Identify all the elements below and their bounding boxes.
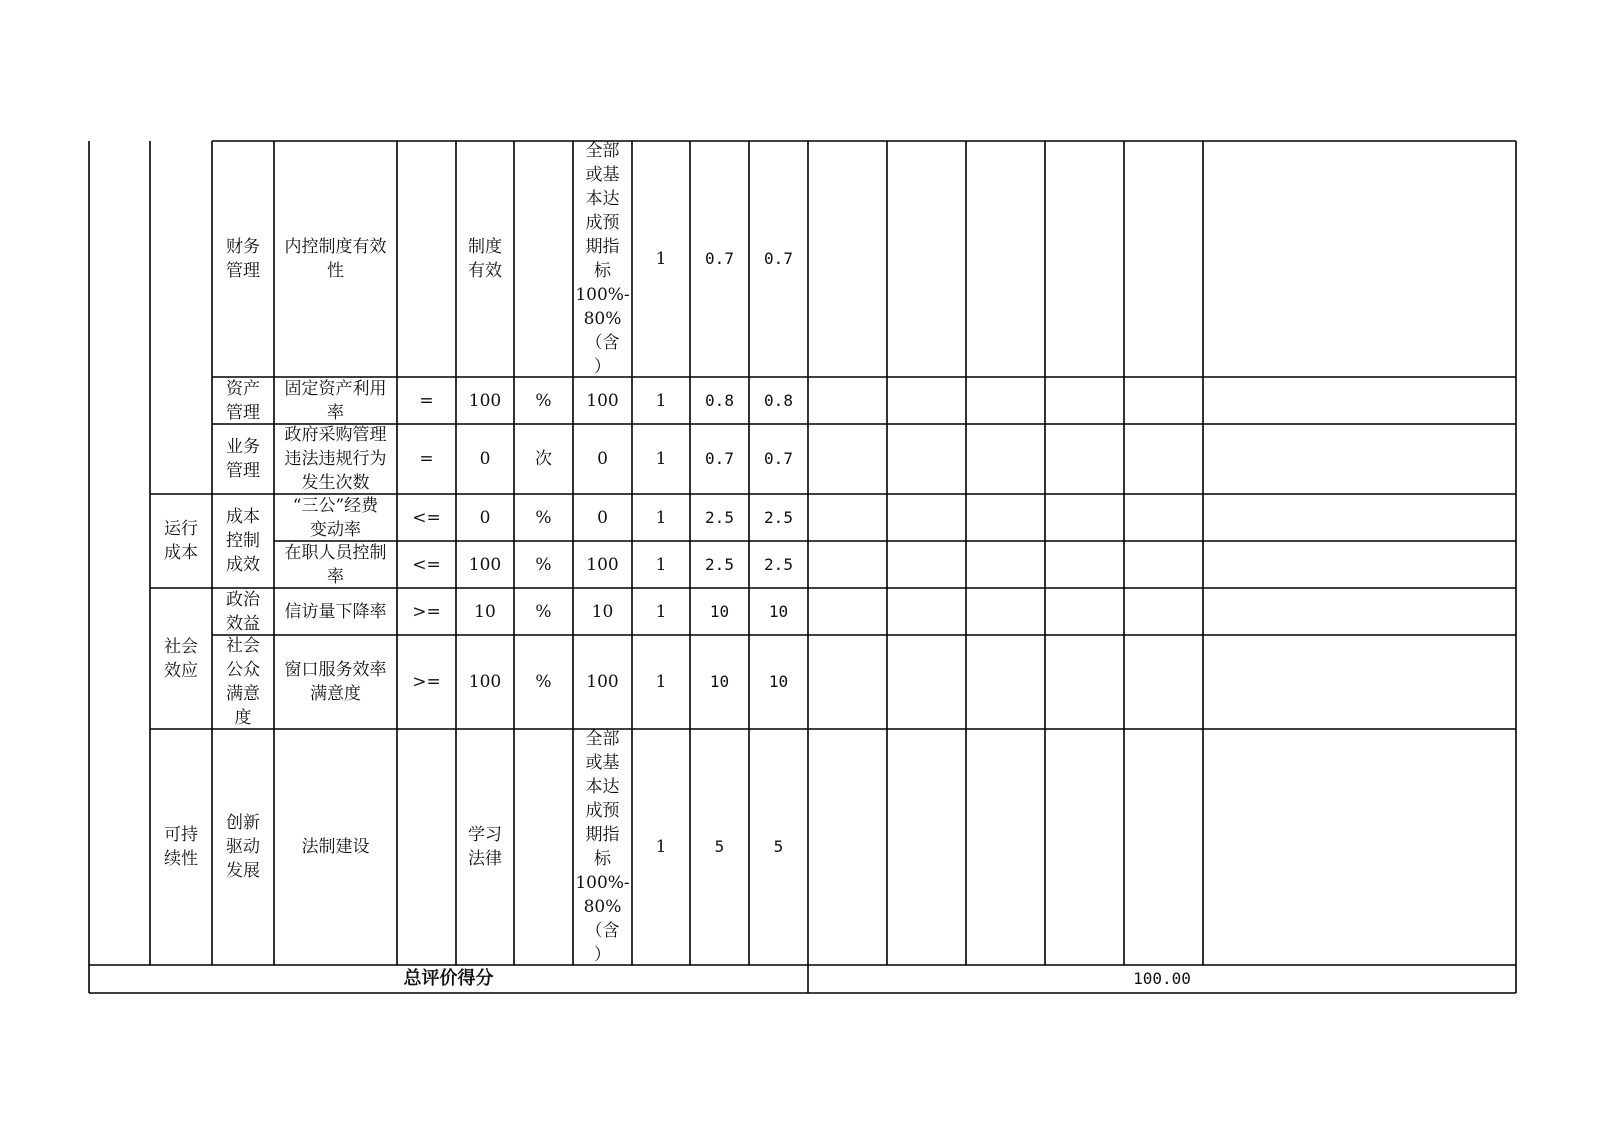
weight-cell-text: 1 [655, 554, 667, 575]
weight-cell-text: 1 [655, 507, 667, 528]
operator-cell [397, 141, 456, 377]
weight-cell [632, 729, 690, 965]
score-cell [690, 588, 749, 635]
secondary-indicator-cell [212, 729, 274, 965]
secondary-indicator-cell-text: 成本 控制 成效 [226, 507, 260, 575]
evaluated-score-cell-text: 10 [768, 601, 789, 621]
weight-cell [632, 635, 690, 729]
primary-indicator-cell [150, 588, 212, 729]
tertiary-indicator-cell-text: 固定资产利用 率 [284, 378, 387, 423]
operator-cell [397, 424, 456, 494]
operator-cell-text: = [419, 449, 434, 469]
target-value-cell-text: 0 [479, 507, 491, 528]
weight-cell [632, 588, 690, 635]
target-value-cell [456, 635, 514, 729]
weight-cell-text: 1 [655, 837, 667, 857]
target-value-cell-text: 制度 有效 [468, 237, 502, 281]
primary-indicator-cell-text: 运行 成本 [164, 519, 198, 563]
target-value-cell [456, 494, 514, 541]
tertiary-indicator-cell-text: 政府采购管理 违法违规行为 发生次数 [284, 425, 387, 493]
score-cell-text: 2.5 [705, 507, 734, 527]
operator-cell [397, 635, 456, 729]
secondary-indicator-cell [212, 141, 274, 377]
weight-cell [632, 377, 690, 424]
score-cell [690, 635, 749, 729]
operator-cell [397, 494, 456, 541]
target-value-cell-text: 100 [468, 554, 502, 575]
weight-cell-text: 1 [655, 390, 667, 411]
actual-value-cell [573, 377, 632, 424]
evaluated-score-cell-text: 0.8 [764, 390, 793, 410]
target-value-cell-text: 100 [468, 672, 502, 692]
evaluated-score-cell [749, 494, 808, 541]
total-score-label-text: 总评价得分 [403, 968, 494, 989]
secondary-indicator-cell [212, 377, 274, 424]
secondary-indicator-cell-text: 资产 管理 [226, 378, 260, 423]
score-cell-text: 10 [709, 601, 730, 621]
tertiary-indicator-cell [274, 729, 397, 965]
target-value-cell [456, 377, 514, 424]
tertiary-indicator-cell [274, 141, 397, 377]
score-cell-text: 10 [709, 672, 730, 691]
operator-cell [397, 588, 456, 635]
evaluated-score-cell-text: 2.5 [764, 507, 793, 527]
weight-cell-text: 1 [655, 601, 667, 622]
operator-cell [397, 729, 456, 965]
target-value-cell [456, 541, 514, 588]
unit-cell [514, 635, 573, 729]
evaluated-score-cell [749, 729, 808, 965]
evaluated-score-cell-text: 5 [773, 837, 784, 856]
tertiary-indicator-cell-text: 窗口服务效率 满意度 [284, 660, 387, 704]
unit-cell [514, 729, 573, 965]
target-value-cell [456, 141, 514, 377]
operator-cell [397, 377, 456, 424]
unit-cell [514, 141, 573, 377]
total-score-label [89, 965, 808, 993]
tertiary-indicator-cell-text: “三公”经费 变动率 [292, 495, 379, 540]
unit-cell-text: 次 [535, 449, 552, 469]
target-value-cell [456, 424, 514, 494]
primary-indicator-cell [150, 729, 212, 965]
operator-cell-text: >= [412, 601, 441, 622]
score-cell-text: 0.8 [705, 390, 734, 410]
actual-value-cell-text: 100 [586, 672, 619, 692]
evaluated-score-cell [749, 588, 808, 635]
score-cell-text: 0.7 [705, 249, 734, 268]
weight-cell-text: 1 [655, 449, 667, 469]
actual-value-cell-text: 10 [591, 601, 614, 622]
operator-cell [397, 541, 456, 588]
unit-cell [514, 588, 573, 635]
evaluated-score-cell-text: 2.5 [764, 554, 793, 574]
tertiary-indicator-cell [274, 494, 397, 541]
score-cell [690, 729, 749, 965]
secondary-indicator-cell-text: 社会 公众 满意 度 [226, 636, 260, 728]
score-cell [690, 494, 749, 541]
score-cell-text: 0.7 [705, 449, 734, 468]
actual-value-cell-text: 全部 或基 本达 成预 期指 标 100%- 80% （含 ） [575, 729, 630, 965]
tertiary-indicator-cell [274, 424, 397, 494]
weight-cell-text: 1 [655, 249, 667, 269]
tertiary-indicator-cell-text: 信访量下降率 [284, 601, 387, 622]
target-value-cell-text: 10 [474, 601, 496, 622]
weight-cell [632, 141, 690, 377]
unit-cell-text: % [535, 390, 552, 411]
tertiary-indicator-cell-text: 在职人员控制 率 [284, 542, 387, 587]
actual-value-cell-text: 100 [586, 554, 619, 575]
score-cell [690, 141, 749, 377]
unit-cell-text: % [535, 554, 552, 575]
unit-cell-text: % [535, 672, 552, 692]
actual-value-cell-text: 0 [597, 449, 608, 469]
secondary-indicator-cell-text: 政治 效益 [226, 589, 260, 634]
primary-indicator-cell-text: 可持 续性 [164, 825, 198, 869]
tertiary-indicator-cell-text: 法制建设 [301, 837, 370, 857]
actual-value-cell [573, 541, 632, 588]
tertiary-indicator-cell [274, 541, 397, 588]
evaluated-score-cell-text: 0.7 [764, 449, 793, 468]
target-value-cell [456, 729, 514, 965]
operator-cell-text: = [419, 390, 434, 411]
actual-value-cell-text: 全部 或基 本达 成预 期指 标 100%- 80% （含 ） [575, 141, 630, 377]
primary-indicator-cell-text: 社会 效应 [164, 636, 198, 681]
actual-value-cell [573, 588, 632, 635]
actual-value-cell-text: 100 [586, 390, 619, 411]
target-value-cell-text: 学习 法律 [468, 825, 502, 869]
score-cell-text: 5 [714, 837, 725, 856]
secondary-indicator-cell-text: 财务 管理 [226, 237, 260, 281]
evaluated-score-cell [749, 377, 808, 424]
actual-value-cell [573, 635, 632, 729]
actual-value-cell [573, 494, 632, 541]
tertiary-indicator-cell [274, 377, 397, 424]
weight-cell [632, 541, 690, 588]
evaluated-score-cell-text: 10 [768, 672, 789, 691]
secondary-indicator-cell [212, 494, 274, 588]
secondary-indicator-cell [212, 588, 274, 635]
actual-value-cell [573, 141, 632, 377]
unit-cell [514, 494, 573, 541]
tertiary-indicator-cell-text: 内控制度有效 性 [284, 237, 387, 281]
primary-indicator-cell [150, 494, 212, 588]
unit-cell [514, 377, 573, 424]
score-cell [690, 377, 749, 424]
tertiary-indicator-cell [274, 635, 397, 729]
unit-cell [514, 541, 573, 588]
weight-cell [632, 424, 690, 494]
target-value-cell-text: 0 [479, 449, 491, 469]
weight-cell [632, 494, 690, 541]
evaluated-score-cell [749, 635, 808, 729]
primary-indicator-cell [150, 141, 212, 494]
tertiary-indicator-cell [274, 588, 397, 635]
total-score-value [808, 965, 1516, 993]
evaluated-score-cell-text: 0.7 [764, 249, 793, 268]
score-cell-text: 2.5 [705, 554, 734, 574]
total-score-value-text: 100.00 [1133, 969, 1191, 988]
secondary-indicator-cell [212, 424, 274, 494]
unit-cell [514, 424, 573, 494]
operator-cell-text: >= [412, 672, 441, 692]
secondary-indicator-cell-text: 创新 驱动 发展 [226, 813, 260, 881]
actual-value-cell [573, 729, 632, 965]
operator-cell-text: <= [412, 554, 441, 575]
actual-value-cell-text: 0 [597, 507, 608, 528]
target-value-cell [456, 588, 514, 635]
weight-cell-text: 1 [655, 672, 667, 692]
secondary-indicator-cell-text: 业务 管理 [226, 437, 260, 481]
score-cell [690, 424, 749, 494]
evaluated-score-cell [749, 541, 808, 588]
score-cell [690, 541, 749, 588]
evaluated-score-cell [749, 424, 808, 494]
operator-cell-text: <= [412, 507, 441, 528]
secondary-indicator-cell [212, 635, 274, 729]
target-value-cell-text: 100 [468, 390, 502, 411]
unit-cell-text: % [535, 507, 552, 528]
evaluated-score-cell [749, 141, 808, 377]
unit-cell-text: % [535, 601, 552, 622]
actual-value-cell [573, 424, 632, 494]
